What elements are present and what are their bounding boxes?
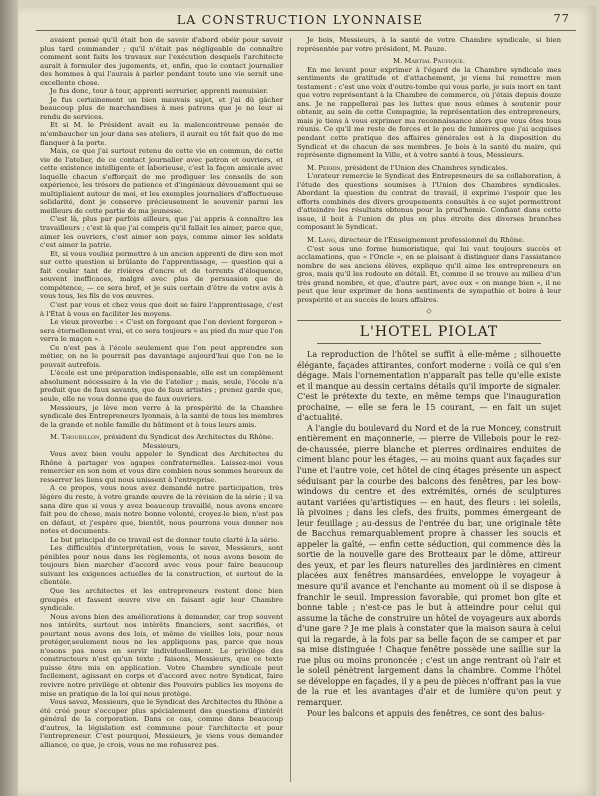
page-number: 77	[553, 12, 570, 25]
salutation: Messieurs,	[142, 441, 181, 450]
paragraph: Mais, ce que j'ai surtout retenu de cette vie en commun, de cette vie de l'atelier, de ce contact journalier avec patron et ouvriers, et cette existence intelligente et laborieuse, c'est la façon amicale avec laquelle chacun s'efforçait de me prodiguer les conseils de son expérience, les trésors de patience et d'ingénieux dévouement qui se multipliaient autour de moi, et les exemples journaliers d'affectueuse solidarité, dont je conserve précieusement le souvenir parmi les meilleurs de cette partie de ma jeunesse.	[40, 147, 283, 215]
paragraph: Ce n'est pas à l'école seulement que l'on peut apprendre son métier, on ne le pourrait pas davantage aujourd'hui que l'on ne le pouvait autrefois.	[40, 343, 283, 369]
paragraph: L'orateur remercie le Syndicat des Entrepreneurs de sa collaboration, à l'étude des questions soumises à l'Union des Chambres syndicales. Abordant la question du contrat de travail, il exprime l'espoir que les efforts combinés des divers groupements consultés à ce sujet permettront d'atteindre les résultats obtenus pour la prud'homie. Confiant dans cette issue, il boit à l'union de plus en plus étroite des diverses branches composant le Syndicat.	[297, 172, 561, 232]
paragraph: Vous avez bien voulu appeler le Syndicat des Architectes du Rhône à partager vos agapes confraternelles. Laissez-moi vous remercier en son nom et vous dire combien nous sommes heureux de resserrer les liens qui nous unissent à l'entreprise.	[40, 450, 283, 484]
paragraph: C'est là, plus par parfois ailleurs, que j'ai appris à connaître les travailleurs ; c'est là que j'ai compris qu'il fallait les aimer, parce que, aimer les ouvriers, c'est aimer son pays, comme aimer les soldats c'est aimer la patrie.	[40, 215, 283, 250]
paragraph: C'est par vous et chez vous que doit se faire l'apprentissage, c'est à l'État à vous en faciliter les moyens.	[40, 300, 283, 318]
speaker-heading	[297, 236, 561, 245]
speaker-name: M. Martial Paufique.	[392, 57, 466, 66]
journal-title: LA CONSTRUCTION LYONNAISE	[176, 12, 424, 27]
speaker-name: M. Perrin,	[307, 163, 343, 172]
speaker-name: M. Lang,	[307, 236, 338, 245]
paragraph: Que les architectes et les entrepreneurs restent donc bien groupés et fassent œuvre vive en faisant agir leur Chambre syndicale.	[40, 587, 283, 613]
paragraph: Les difficultés d'interprétation, vous le savez, Messieurs, sont pénibles pour nous dans les règlements, et nous avons besoin de toujours bien marcher d'accord avec vous pour faire beaucoup suivant les exigences actuelles de la construction, et surtout de la clientèle.	[40, 544, 283, 587]
paragraph: Et, si vous vouliez permettre à un ancien apprenti de dire son mot sur cette question si brûlante de l'apprentissage, — question qui a fait couler tant de rivières d'encre et de torrents d'éloquence, souvent inefficaces, malgré avec plus de persuasion que de compétence, — ce sera bref, et je suis certain d'être de votre avis à vous tous, les fils de vos œuvres.	[40, 249, 283, 301]
page-header	[30, 12, 570, 32]
paragraph: La reproduction de l'hôtel se suffit à elle-même ; silhouette élégante, façades attirantes, confort moderne : voilà ce qui s'en dégage. Mais l'ornementation n'apparaît pas telle qu'elle existe et il manque au dessin certains détails qu'il importe de signaler. C'est le prétexte du texte, en même temps que l'inauguration prochaine, — elle se fera le 15 courant, — en fait un sujet d'actualité.	[297, 349, 561, 423]
paragraph: Pour les balcons et appuis des fenêtres, ce sont des balus-	[307, 708, 545, 718]
section-rule	[297, 320, 561, 321]
paragraph: Nous avons bien des améliorations à demander, car trop souvent nos intérêts, surtout nos intérêts financiers, sont sacrifiés, et pourtant nous avons des lois, et même de vieilles lois, pour nous protéger,seulement nous ne les appliquons pas, parce que nous n'osons pas nous en servir individuellement. Le privilège des constructeurs n'est qu'un texte ; faisons, Messieurs, que ce texte puisse être mis en application. Votre Chambre syndicale peut facilement, agissant en corps et d'accord avec notre Syndicat, faire revivre notre privilège et obtenir des Pouvoirs publics les moyens de mise en pratique de la loi qui nous protège.	[40, 612, 283, 698]
paragraph: Je fus donc, tour à tour, apprenti serrurier, apprenti menuisier.	[50, 87, 269, 96]
column-divider	[290, 38, 291, 782]
paragraph: Je bois, Messieurs, à la santé de votre Chambre syndicale, si bien représentée par votre président, M. Pauze.	[297, 36, 561, 53]
article-title: L'HOTEL PIOLAT	[317, 323, 541, 344]
paragraph: A ce propos, vous nous avez demandé notre participation, très légère du reste, à votre grande œuvre de la révision de la série ; il va sans dire que si vous y avez beaucoup travaillé, nous avons encore fait peu de chose, mais notre bonne volonté, croyez-le bien, n'est pas en défaut, et j'espère que, bientôt, nous pourrons vous donner nos notes et documents.	[40, 484, 283, 536]
paragraph: Messieurs, je lève mon verre à la prospérité de la Chambre syndicale des Entrepreneurs lyonnais, à la santé de tous les membres de la grande et noble famille du bâtiment et à tous leurs amis.	[40, 403, 283, 429]
paragraph: Je fus certainement un bien mauvais sujet, et j'ai dû gâcher beaucoup plus de marchandises à mes patrons que je ne leur ai rendu de services.	[40, 95, 283, 121]
paragraph: Vous savez, Messieurs, que le Syndicat des Architectes du Rhône a été créé pour s'occuper plus spécialement des questions d'intérêt général de la corporation. Dans ce cas, comme dans beaucoup d'autres, la législation est commune pour l'architecte et pour l'entrepreneur. C'est pourquoi, Messieurs, je viens vous demander alliance, ce que, je crois, vous ne me refuserez pas.	[40, 698, 283, 749]
paragraph: avaient pensé qu'il était bon de savoir d'abord obéir pour savoir plus tard commander ; qu'il n'était pas négligeable de connaître comment sont faits les travaux sur l'exécution desquels l'architecte aurait à formuler des jugements, et, enfin, que le contact journalier des hommes à qui l'aurais à parler pendant toute une vie serait une excellente chose.	[40, 36, 283, 87]
paragraph: A l'angle du boulevard du Nord et de la rue Moncey, construit entièrement en maçonnerie, — pierre de Villebois pour le rez-de-chaussée, pierre blanche et pierres ordinaires enduites de ciment blanc pour les étages, — au moins quant aux façades sur l'une et l'autre voie, cet hôtel de cinq étages présente un aspect séduisant par la courbe des balcons des fenêtres, par les bow-windows du centre et des extrémités, ornés de sculptures autant variées qu'artistiques — en haut, des fleurs : iei soleils, là pivoines ; dans les clefs, des fruits, pommes émergeant de leur feuillage ; au-dessus de l'entrée du bar, une originale tête de Bacchus remarquablement propre à chasser les soucis et appeler la gaîté, — enfin cette séduction, qui commence dès la sortie de la nouvelle gare des Brotteaux par le dôme, attireur des yeux, et par les fleurs naturelles des jardinières en ciment placées aux fenêtres mansardées, enveloppe le voyageur à mesure qu'il avance et l'enchante au moment où il se dispose à franchir le seuil. Impression favorable, qui promet bon gîte et bonne table ; n'est-ce pas le but à atteindre pour celui qui assume la tâche de construire un hôtel de voyageurs aux abords d'une gare ? Je me plais à constater que la maison saura à celui qui la regarde, à la fois par sa belle façon de se camper et par sa mise distinguée ! Chaque fenêtre possède une saillie sur la rue plus ou moins prononcée ; c'est un ange rentrant où l'air et le soleil pénètrent largement dans la chambre. Comme l'hôtel se développe en façades, il y a peu de pièces n'offrant pas la vue de la rue et les avantages d'air et de lumière qu'on peut y remarquer.	[297, 423, 561, 707]
speaker-role: président du Syndicat des Architectes du Rhône.	[101, 433, 274, 442]
left-column	[40, 36, 283, 784]
speaker-name: M. Thoubillon,	[50, 433, 102, 442]
diamond-separator-icon: ◇	[426, 307, 432, 316]
paragraph: L'école est une préparation indispensable, elle est un complément absolument nécessaire à la vie de l'atelier ; mais, seule, l'école n'a produit que de faux savants, que de faux artistes ; prenez garde que, seule, elle ne vous donne que de faux ouvriers.	[40, 369, 283, 403]
paragraph: Le but principal de ce travail est de donner toute clarté à la série.	[50, 535, 280, 544]
article-body	[297, 350, 561, 719]
book-spine	[0, 0, 18, 796]
paragraph: Et si M. le Président avait eu la malencontreuse pensée de m'embaucher un jour dans ses ateliers, il aurait eu tôt fait que de me flanquer à la porte.	[40, 121, 283, 147]
right-column	[297, 36, 561, 784]
speaker-heading	[297, 164, 561, 173]
paragraph: En me levant pour exprimer à l'égard de la Chambre syndicale mes sentiments de gratitude et d'attachement, je viens lui remettre mon testament : c'est une voix d'outre-tombe qui vous parle, je suis mort en tant que votre représentant à la Chambre de commerce, où j'étais depuis douze ans. Je ne rappellerai pas les luttes que nous eûmes à soutenir pour obtenir, au sein de cette Compagnie, la représentation des entrepreneurs, mais je tiens à vous exprimer ma reconnaissance alors que vous êtes tous réunis. Ce qu'il me reste de forces et le peu de lumières que j'ai acquises pendant cette pratique des affaires générales est à la disposition du Syndicat et de chacun de ses membres. Je bois à la santé du maire, qui représente dignement la Ville, et à votre santé à tous, Messieurs.	[297, 65, 561, 160]
paragraph: Le vieux proverbe : « C'est en forgeant que l'on devient forgeron » sera éternellement vrai, et ce sera toujours « au pied du mur que l'on verra le maçon ».	[40, 318, 283, 344]
paragraph: C'est sous une forme humoristique, qui lui vaut toujours succès et acclamations, que « l'Oncle », en se plaisant à distinguer dans l'assistance nombre de ses anciens élèves, explique qu'il aime les entrepreneurs en gros, mais qu'il les redoute en détail. Et, comme il se trouve au milieu d'un très grand nombre, et que, d'autre part, avec eux « on mange bien », il ne peut que leur exprimer de bons sentiments de sympathie et boire à leur prospérité et au succès de leurs affaires.	[297, 244, 561, 304]
speaker-role: président de l'Union des Chambres syndicales.	[342, 163, 508, 172]
speaker-heading	[40, 433, 283, 442]
speaker-heading	[297, 57, 561, 66]
speaker-role: directeur de l'Enseignement professionnel du Rhône.	[337, 236, 525, 245]
header-rule	[36, 30, 576, 31]
